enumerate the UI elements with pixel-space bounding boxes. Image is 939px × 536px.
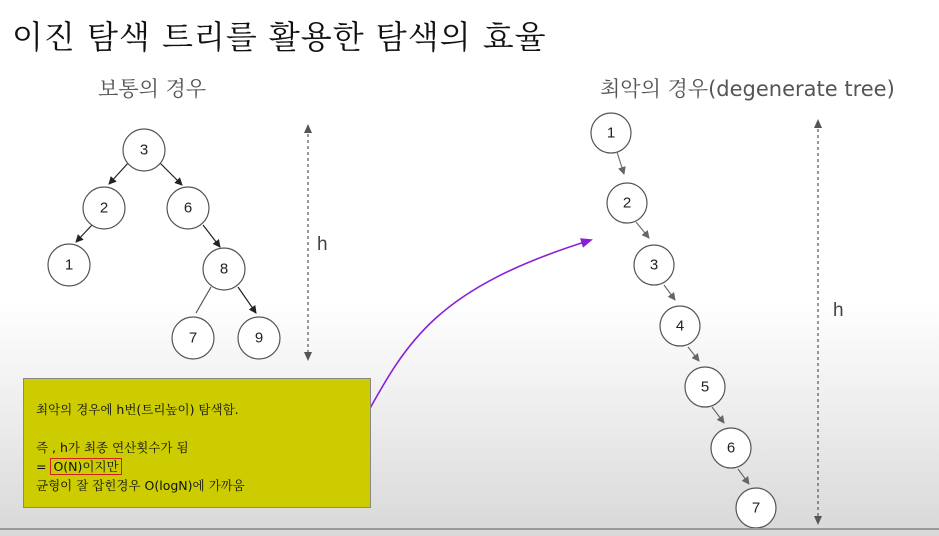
left-node-9 [238,317,280,359]
left-node-2 [83,187,125,229]
svg-text:4: 4 [675,317,685,335]
edge-1-2 [617,152,624,174]
right-height-indicator [814,119,844,525]
svg-text:3: 3 [649,256,659,274]
note-line-2: 즉 , h가 최종 연산횟수가 됨 [36,440,189,455]
edge-2-3 [636,222,649,238]
right-node-5 [685,367,725,407]
left-node-3 [123,129,165,171]
explanation-note [23,378,371,508]
right-node-3 [634,245,674,285]
edge-6-7 [738,469,749,484]
svg-text:8: 8 [219,260,229,278]
page-title: 이진 탐색 트리를 활용한 탐색의 효율 [12,18,547,56]
normal-case-subtitle: 보통의 경우 [98,77,207,101]
note-line-1: 최악의 경우에 h번(트리높이) 탐색함. [36,402,239,417]
left-node-1 [48,244,90,286]
right-node-7 [736,488,776,528]
edge-8-9 [238,287,256,313]
edge-8-7 [196,287,211,313]
svg-text:1: 1 [64,256,74,274]
note-blank-line [36,419,370,438]
note-line-4: 균형이 잘 잡힌경우 O(logN)에 가까움 [36,478,245,493]
svg-text:9: 9 [254,329,264,347]
left-tree-nodes [48,129,280,359]
left-height-arrow-down [304,352,312,361]
edge-3-4 [664,285,675,300]
edge-6-8 [203,225,220,247]
left-node-7 [172,317,214,359]
note-line-3 [36,457,370,476]
left-height-indicator [304,124,328,361]
svg-text:6: 6 [183,199,193,217]
left-node-6 [167,187,209,229]
svg-text:7: 7 [188,329,198,347]
right-height-label: h [833,300,844,321]
svg-text:3: 3 [139,141,149,159]
bottom-divider [0,528,939,530]
right-height-arrow-up [814,119,822,128]
edge-2-1 [76,225,92,242]
svg-text:2: 2 [622,194,632,212]
right-node-1 [591,113,631,153]
right-height-arrow-down [814,516,822,525]
left-tree-edges [76,162,256,313]
left-height-label: h [317,234,328,255]
svg-text:6: 6 [726,439,736,457]
svg-text:7: 7 [751,499,761,517]
right-tree-nodes [591,113,776,528]
svg-text:5: 5 [700,378,710,396]
edge-5-6 [712,407,724,423]
worst-case-subtitle: 최악의 경우(degenerate tree) [600,77,895,101]
svg-text:1: 1 [606,124,616,142]
left-height-arrow-up [304,124,312,133]
edge-3-6 [159,162,182,185]
right-node-4 [660,306,700,346]
note-line-3-prefix: = [36,459,51,474]
edge-4-5 [688,347,699,361]
svg-text:2: 2 [99,199,109,217]
right-node-2 [607,183,647,223]
highlighted-complexity: O(N)이지만 [50,458,121,475]
left-node-8 [203,248,245,290]
right-node-6 [711,428,751,468]
edge-3-2 [109,162,129,184]
